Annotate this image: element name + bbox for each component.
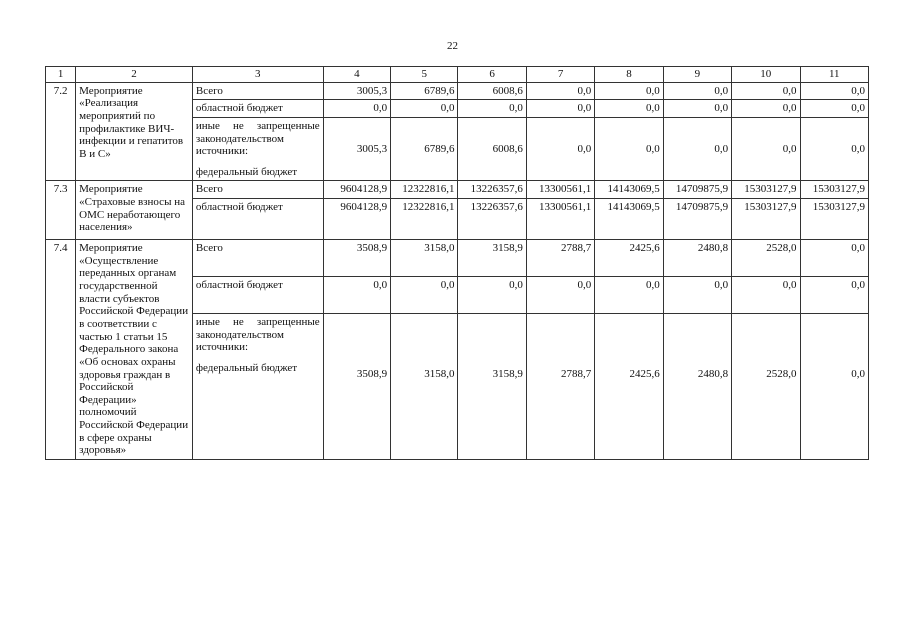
funding-source-cell — [192, 314, 323, 460]
other-sources-label: иные не запрещенные законодательством источники: — [195, 119, 320, 158]
table-cell: 9604128,9 — [323, 199, 390, 240]
header-row — [46, 67, 869, 83]
table-row — [46, 181, 869, 199]
table-cell: 0,0 — [323, 100, 390, 118]
budget-table — [45, 66, 869, 460]
table-cell: 6008,6 — [458, 117, 526, 181]
column-header: 5 — [391, 67, 458, 83]
table-cell: 0,0 — [595, 117, 663, 181]
table-cell: 0,0 — [800, 277, 869, 314]
table-cell: 0,0 — [800, 82, 869, 100]
table-cell: 13226357,6 — [458, 181, 526, 199]
table-cell: 0,0 — [800, 117, 869, 181]
table-cell: 0,0 — [391, 100, 458, 118]
column-header: 1 — [46, 67, 76, 83]
table-cell: 0,0 — [663, 82, 731, 100]
table-cell: 0,0 — [595, 82, 663, 100]
table-cell: 6008,6 — [458, 82, 526, 100]
table-cell: 2528,0 — [732, 314, 800, 460]
table-cell: 15303127,9 — [732, 181, 800, 199]
column-header: 7 — [526, 67, 594, 83]
table-cell: 3005,3 — [323, 82, 390, 100]
table-row — [46, 82, 869, 100]
funding-source-cell — [192, 117, 323, 181]
table-cell: 6789,6 — [391, 82, 458, 100]
table-cell: 0,0 — [458, 100, 526, 118]
column-header: 2 — [76, 67, 193, 83]
table-cell: 15303127,9 — [800, 199, 869, 240]
table-cell: 0,0 — [800, 314, 869, 460]
table-cell: 2425,6 — [595, 314, 663, 460]
table-cell: 0,0 — [526, 100, 594, 118]
item-name: Мероприятие «Осуществление переданных органам государственной власти субъектов Российской Федерации в соответствии с частью 1 статьи 15 Федерального закона «Об основах охраны здоровья граждан в Российской Федерации» полномочий Российской Федерации в сфере охраны здоровья» — [76, 240, 193, 460]
column-header: 3 — [192, 67, 323, 83]
table-cell: 0,0 — [732, 277, 800, 314]
column-header: 6 — [458, 67, 526, 83]
column-header: 11 — [800, 67, 869, 83]
item-name: Мероприятие «Реализация мероприятий по профилактике ВИЧ-инфекции и гепатитов В и С» — [76, 82, 193, 181]
table-cell: 13300561,1 — [526, 199, 594, 240]
funding-source: федеральный бюджет — [195, 165, 298, 178]
table-cell: 14143069,5 — [595, 181, 663, 199]
item-index: 7.2 — [46, 82, 76, 181]
table-cell: 0,0 — [458, 277, 526, 314]
table-cell: 0,0 — [526, 277, 594, 314]
funding-source: областной бюджет — [192, 199, 323, 240]
table-cell: 0,0 — [323, 277, 390, 314]
column-header: 9 — [663, 67, 731, 83]
table-cell: 2480,8 — [663, 314, 731, 460]
table-cell: 15303127,9 — [732, 199, 800, 240]
table-cell: 0,0 — [663, 100, 731, 118]
table-cell: 3158,9 — [458, 314, 526, 460]
table-cell: 0,0 — [663, 277, 731, 314]
table-cell: 13300561,1 — [526, 181, 594, 199]
table-cell: 0,0 — [732, 82, 800, 100]
table-cell: 6789,6 — [391, 117, 458, 181]
item-name: Мероприятие «Страховые взносы на ОМС неработающего населения» — [76, 181, 193, 240]
table-cell: 2788,7 — [526, 314, 594, 460]
table-cell: 0,0 — [595, 277, 663, 314]
table-cell: 2425,6 — [595, 240, 663, 277]
table-cell: 0,0 — [800, 100, 869, 118]
table-cell: 2480,8 — [663, 240, 731, 277]
funding-source: Всего — [192, 82, 323, 100]
funding-source: Всего — [192, 181, 323, 199]
table-cell: 3508,9 — [323, 314, 390, 460]
table-cell: 14709875,9 — [663, 181, 731, 199]
table-cell: 0,0 — [800, 240, 869, 277]
table-cell: 0,0 — [732, 117, 800, 181]
column-header: 4 — [323, 67, 390, 83]
table-cell: 3158,0 — [391, 314, 458, 460]
table-row — [46, 240, 869, 277]
table-cell: 3158,0 — [391, 240, 458, 277]
funding-source: областной бюджет — [192, 277, 323, 314]
funding-source: федеральный бюджет — [195, 361, 298, 374]
page-number: 22 — [447, 40, 458, 52]
funding-source: Всего — [192, 240, 323, 277]
table-cell: 0,0 — [526, 82, 594, 100]
column-header: 10 — [732, 67, 800, 83]
table-cell: 0,0 — [391, 277, 458, 314]
table-cell: 0,0 — [663, 117, 731, 181]
table-cell: 9604128,9 — [323, 181, 390, 199]
table-cell: 13226357,6 — [458, 199, 526, 240]
other-sources-label: иные не запрещенные законодательством источники: — [195, 316, 320, 354]
table-cell: 0,0 — [595, 100, 663, 118]
table-cell: 3005,3 — [323, 117, 390, 181]
table-cell: 14143069,5 — [595, 199, 663, 240]
table-cell: 15303127,9 — [800, 181, 869, 199]
item-index: 7.4 — [46, 240, 76, 460]
table-cell: 12322816,1 — [391, 199, 458, 240]
funding-source: областной бюджет — [192, 100, 323, 118]
table-cell: 0,0 — [732, 100, 800, 118]
table-cell: 2788,7 — [526, 240, 594, 277]
table-cell: 2528,0 — [732, 240, 800, 277]
column-header: 8 — [595, 67, 663, 83]
table-cell: 0,0 — [526, 117, 594, 181]
table-cell: 3158,9 — [458, 240, 526, 277]
table-cell: 12322816,1 — [391, 181, 458, 199]
table-cell: 14709875,9 — [663, 199, 731, 240]
item-index: 7.3 — [46, 181, 76, 240]
table-cell: 3508,9 — [323, 240, 390, 277]
